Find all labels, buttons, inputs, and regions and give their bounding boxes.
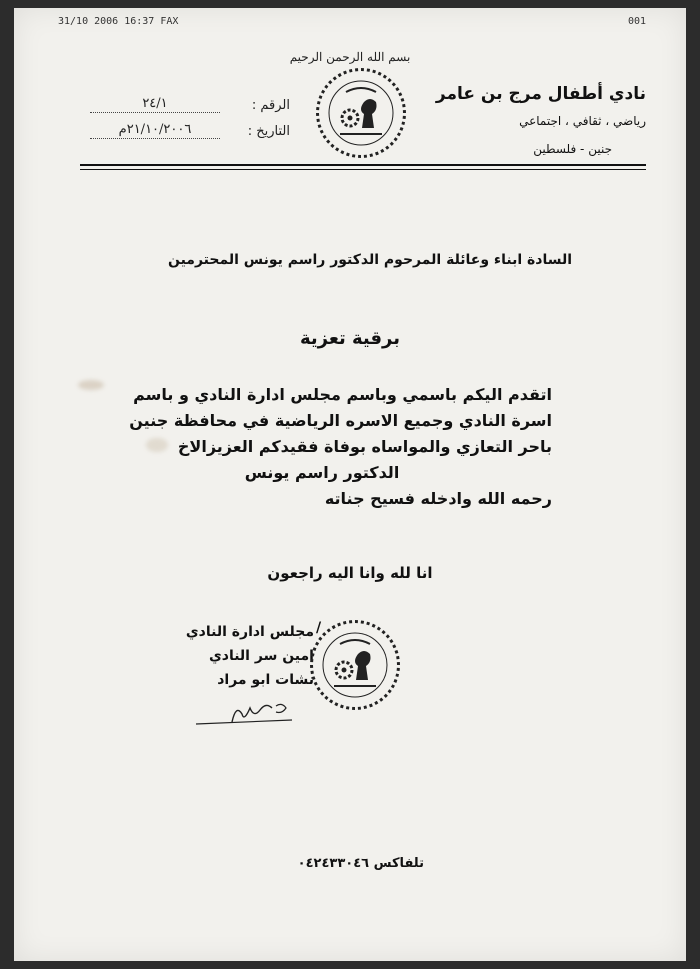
fax-page-number: 001 — [627, 16, 646, 27]
club-seal-icon — [310, 620, 400, 710]
handwritten-signature — [192, 696, 302, 730]
paper-stain — [78, 380, 104, 390]
fax-timestamp: 31/10 2006 16:37 FAX — [58, 16, 179, 27]
reference-value: ٢٤/١ — [90, 96, 220, 113]
fax-header — [58, 16, 646, 27]
reference-row — [90, 96, 290, 113]
fax-contact — [264, 856, 424, 871]
closing-phrase: انا لله وانا اليه راجعون — [267, 564, 433, 582]
addressee: السادة ابناء وعائلة المرحوم الدكتور راسم يونس المحترمين — [167, 252, 572, 268]
club-tagline: رياضي ، ثقافي ، اجتماعي — [519, 114, 646, 128]
signature-block — [154, 620, 314, 692]
date-label: التاريخ : — [247, 124, 290, 139]
basmala: بسم الله الرحمن الرحيم — [289, 50, 411, 64]
body-line: اتقدم اليكم باسمي وباسم مجلس ادارة النادي و باسم — [133, 385, 552, 404]
fax-label: تلفاكس — [373, 856, 424, 871]
letterhead-divider-thin — [80, 169, 646, 170]
signatory-body: مجلس ادارة النادي — [185, 624, 314, 640]
club-name: نادي أطفال مرج بن عامر — [435, 84, 646, 104]
signature-slash: / — [316, 620, 322, 636]
club-location: جنين - فلسطين — [533, 142, 612, 156]
date-value: ٢١/١٠/٢٠٠٦م — [90, 122, 220, 139]
fax-number: ٠٤٢٤٣٣٠٤٦ — [297, 856, 370, 871]
letter-title: برقية تعزية — [299, 328, 401, 349]
signatory-name: نشات ابو مراد — [217, 672, 314, 688]
club-seal-icon — [316, 68, 406, 158]
reference-label: الرقم : — [251, 98, 290, 113]
signatory-title: امين سر النادي — [208, 648, 314, 664]
body-line: رحمه الله وادخله فسيح جناته — [324, 489, 552, 508]
paper-stain — [146, 438, 168, 452]
seal-emblem-icon — [320, 630, 390, 700]
seal-emblem-icon — [326, 78, 396, 148]
letterhead-divider — [80, 164, 646, 166]
fax-document — [14, 8, 686, 961]
body-line: اسرة النادي وجميع الاسره الرياضية في محافظة جنين — [129, 411, 552, 430]
date-row — [90, 122, 290, 139]
body-line: باحر التعازي والمواساه بوفاة فقيدكم العزيزالاخ — [177, 437, 552, 456]
body-line: الدكتور راسم يونس — [244, 463, 400, 482]
